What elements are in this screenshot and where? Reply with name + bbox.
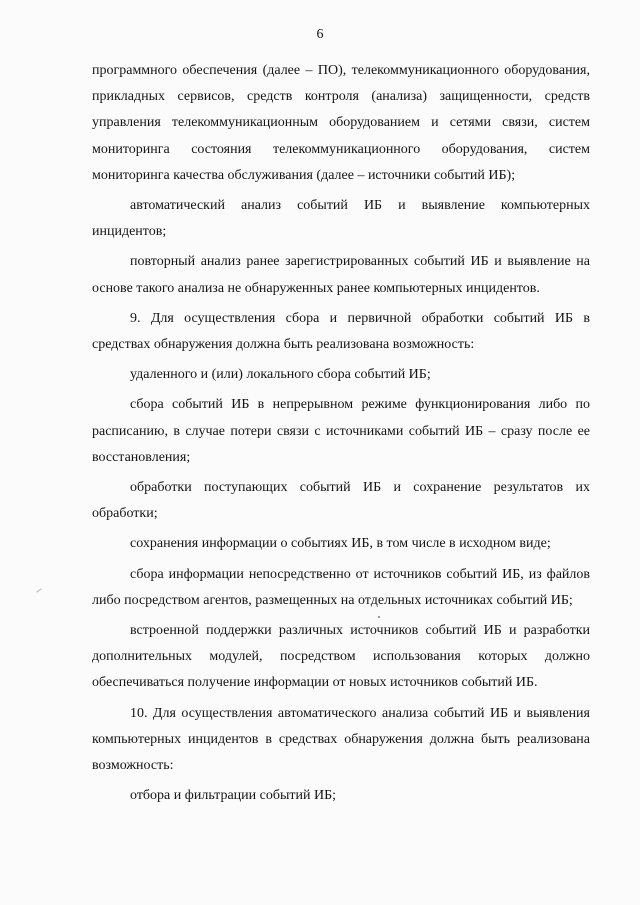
paragraph-item-10: 10. Для осуществления автоматического анализа событий ИБ и выявления компьютерных инцидентов в средствах обнаружения должна быть реализована возможность:: [92, 705, 590, 774]
paragraph-continuous-collection: сбора событий ИБ в непрерывном режиме функционирования либо по расписанию, в случае потери связи с источниками событий ИБ – сразу после ее восстановления;: [92, 397, 590, 465]
paragraph-sources-list-continuation: программного обеспечения (далее – ПО), телекоммуникационного оборудования, прикладных сервисов, средств контроля (анализа) защищенности, средств управления телекоммуникационным оборудованием и сетями связи, систем мониторинга состояния телекоммуникационного оборудования, систем мониторинга качества обслуживания (далее – источники событий ИБ);: [92, 63, 590, 183]
scan-artifact-mark: [36, 588, 41, 592]
paragraph-repeated-analysis: повторный анализ ранее зарегистрированных событий ИБ и выявление на основе такого анализа не обнаруженных ранее компьютерных инцидентов.: [92, 254, 590, 296]
paragraph-event-processing: обработки поступающих событий ИБ и сохранение результатов их обработки;: [92, 480, 590, 522]
paragraph-selection-filtering: отбора и фильтрации событий ИБ;: [130, 788, 337, 804]
paragraph-direct-collection: сбора информации непосредственно от источников событий ИБ, из файлов либо посредством агентов, размещенных на отдельных источниках событий ИБ;: [92, 566, 590, 608]
page-number: 6: [316, 27, 324, 42]
paragraph-automatic-analysis: автоматический анализ событий ИБ и выявление компьютерных инцидентов;: [92, 198, 590, 240]
document-body: [92, 58, 590, 809]
scan-speck: [378, 616, 380, 618]
paragraph-builtin-support: встроенной поддержки различных источников событий ИБ и разработки дополнительных модулей, посредством использования которых должно обеспечиваться получение информации от новых источников событий ИБ.: [92, 623, 590, 691]
paragraph-event-storage: сохранения информации о событиях ИБ, в том числе в исходном виде;: [130, 536, 551, 552]
paragraph-remote-local-collection: удаленного и (или) локального сбора событий ИБ;: [130, 367, 431, 383]
paragraph-item-9: 9. Для осуществления сбора и первичной обработки событий ИБ в средствах обнаружения должна быть реализована возможность:: [92, 310, 590, 353]
